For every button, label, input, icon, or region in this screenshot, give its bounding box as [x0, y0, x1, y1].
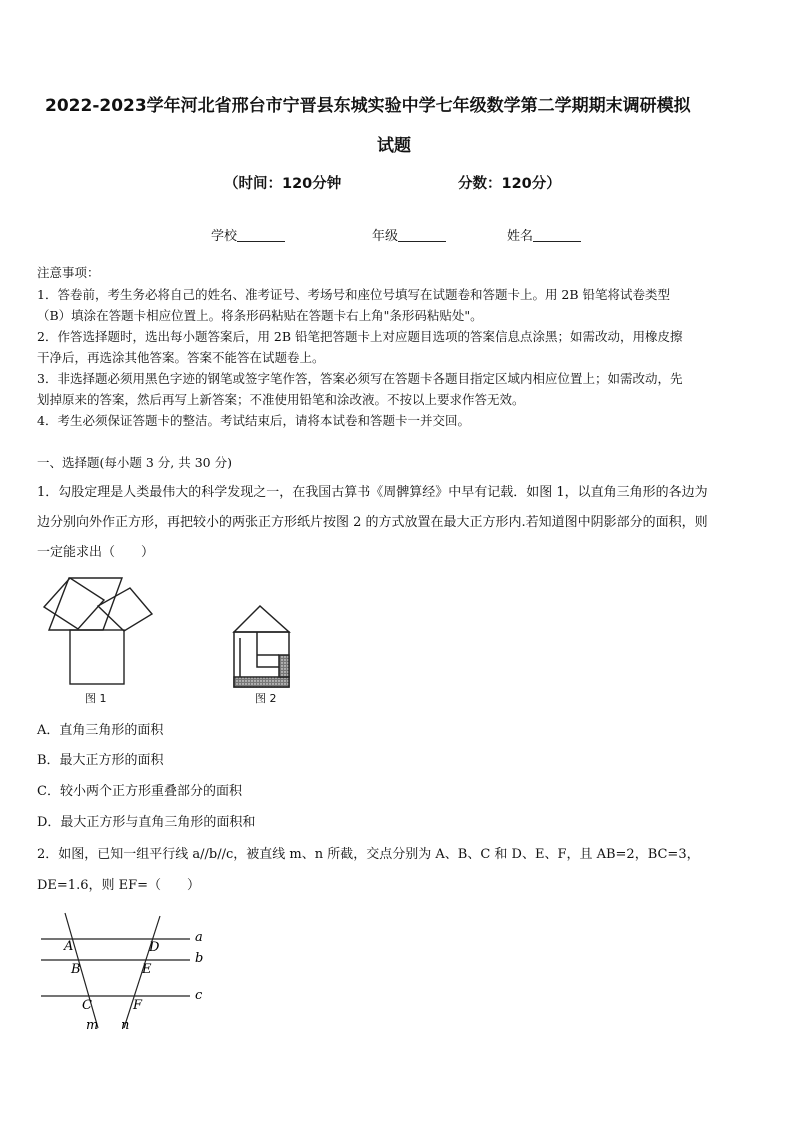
fig1-caption: 图 1 — [85, 692, 107, 705]
q1-option-c[interactable]: C．较小两个正方形重叠部分的面积 — [37, 784, 242, 799]
school-blank — [237, 228, 285, 242]
note-line: 划掉原来的答案，然后再写上新答案；不准使用铅笔和涂改液。不按以上要求作答无效。 — [37, 392, 525, 407]
figure-2 — [230, 605, 300, 695]
exam-time: （时间：120分钟 — [224, 176, 342, 192]
note-line: 4．考生必须保证答题卡的整洁。考试结束后，请将本试卷和答题卡一并交回。 — [37, 413, 470, 428]
q2-line: 2．如图，已知一组平行线 a//b//c，被直线 m、n 所截，交点分别为 A、B、C 和 D、E、F，且 AB=2，BC=3， — [37, 847, 700, 862]
section-heading: 一、选择题(每小题 3 分, 共 30 分) — [37, 455, 232, 470]
grade-blank — [398, 228, 446, 242]
label-E: E — [142, 962, 152, 977]
label-A: A — [64, 939, 74, 954]
label-C: C — [82, 998, 92, 1013]
parallel-lines-figure — [38, 910, 218, 1040]
q1-line: 边分别向外作正方形，再把较小的两张正方形纸片按图 2 的方式放置在最大正方形内.若知道图中阴影部分的面积，则 — [37, 515, 708, 530]
school-label: 学校 — [211, 229, 238, 244]
label-D: D — [149, 940, 160, 955]
name-field — [507, 225, 581, 244]
label-F: F — [133, 998, 143, 1013]
inner-square-edge — [257, 632, 279, 667]
note-line: 3．非选择题必须用黑色字迹的钢笔或签字笔作答，答案必须写在答题卡各题目指定区域内相应位置上；如需改动，先 — [37, 371, 683, 386]
q1-option-d[interactable]: D．最大正方形与直角三角形的面积和 — [37, 815, 256, 830]
shaded-right — [279, 655, 289, 677]
name-blank — [533, 228, 581, 242]
notes-heading: 注意事项： — [37, 265, 100, 280]
exam-score: 分数：120分） — [458, 176, 561, 192]
name-label: 姓名 — [507, 229, 534, 244]
label-c: c — [195, 988, 203, 1003]
note-line: 2．作答选择题时，选出每小题答案后，用 2B 铅笔把答题卡上对应题目选项的答案信息点涂黑；如需改动，用橡皮擦 — [37, 329, 683, 344]
q2-line: DE=1.6，则 EF=（ ） — [37, 878, 201, 893]
note-line: （B）填涂在答题卡相应位置上。将条形码粘贴在答题卡右上角"条形码粘贴处"。 — [37, 308, 483, 323]
fig2-caption: 图 2 — [255, 692, 277, 705]
q1-line: 1．勾股定理是人类最伟大的科学发现之一，在我国古算书《周髀算经》中早有记载．如图 1，以直角三角形的各边为 — [37, 485, 708, 500]
label-a: a — [195, 930, 203, 945]
doc-title-line2: 试题 — [377, 136, 411, 156]
square-right — [98, 588, 152, 631]
label-b: b — [195, 951, 204, 966]
doc-title-line1: 2022-2023学年河北省邢台市宁晋县东城实验中学七年级数学第二学期期末调研模拟 — [45, 96, 691, 116]
triangle-top — [234, 606, 289, 632]
q1-option-a[interactable]: A．直角三角形的面积 — [37, 723, 164, 738]
label-n: n — [121, 1018, 130, 1033]
triangle-square-left — [49, 578, 122, 630]
figure-1 — [36, 578, 166, 708]
q1-line: 一定能求出（ ） — [37, 545, 155, 560]
note-line: 干净后，再选涂其他答案。答案不能答在试题卷上。 — [37, 350, 325, 365]
grade-label: 年级 — [372, 229, 399, 244]
grade-field — [372, 225, 446, 244]
square-large — [70, 630, 124, 684]
school-field — [211, 225, 285, 244]
label-B: B — [71, 962, 81, 977]
shaded-bottom — [234, 677, 289, 687]
label-m: m — [86, 1018, 99, 1033]
note-line: 1．答卷前，考生务必将自己的姓名、准考证号、考场号和座位号填写在试题卷和答题卡上。用 2B 铅笔将试卷类型 — [37, 287, 671, 302]
q1-option-b[interactable]: B．最大正方形的面积 — [37, 753, 164, 768]
